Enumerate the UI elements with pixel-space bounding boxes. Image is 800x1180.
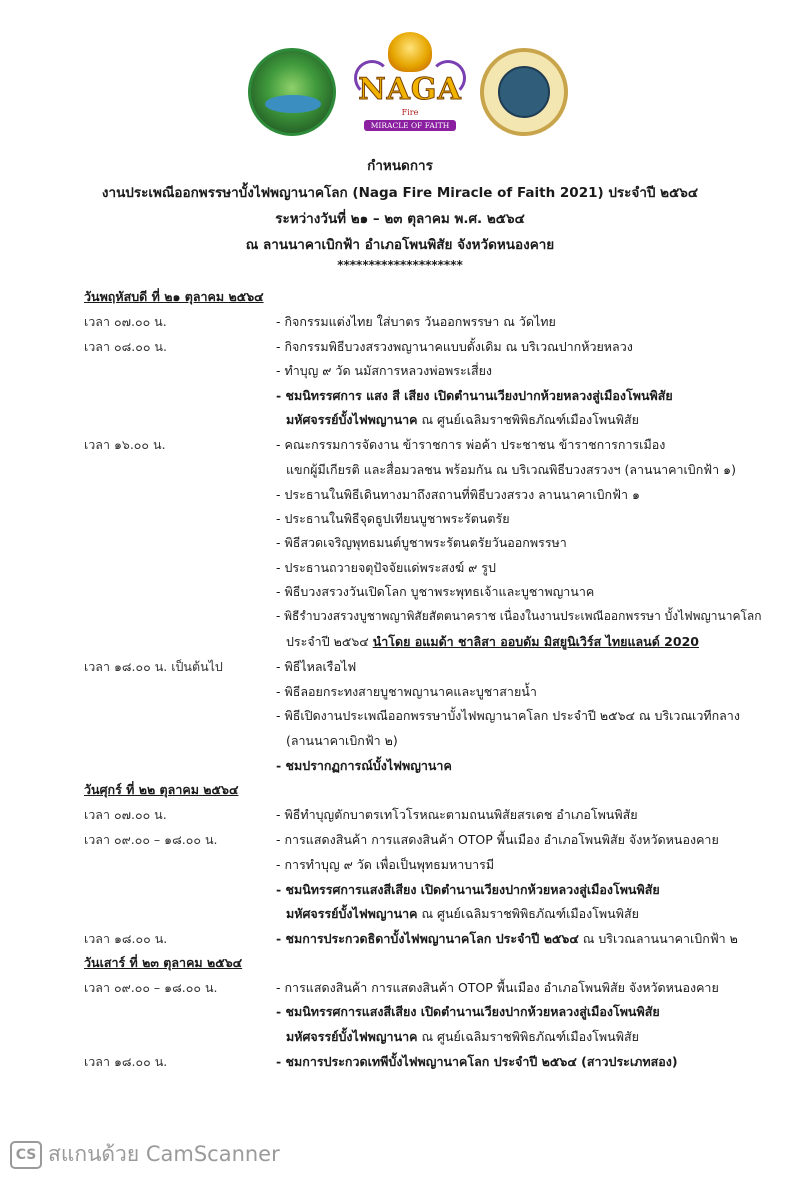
schedule-item-continued — [286, 904, 639, 924]
schedule-item — [276, 929, 738, 949]
day-heading-2: วันศุกร์ ที่ ๒๒ ตุลาคม ๒๕๖๔ — [84, 782, 239, 797]
watermark-text: สแกนด้วย CamScanner — [48, 1142, 280, 1166]
schedule-item: - พิธีทำบุญตักบาตรเทโวโรหณะตามถนนพิสัยสรเดช อำเภอโพนพิสัย — [276, 807, 638, 822]
time-label: เวลา ๐๗.๐๐ น. — [84, 314, 167, 329]
schedule-item: - ประธานในพิธีเดินทางมาถึงสถานที่พิธีบวงสรวง ลานนาคาเบิกฟ้า ๑ — [276, 487, 640, 502]
time-label: เวลา ๐๙.๐๐ – ๑๘.๐๐ น. — [84, 832, 218, 847]
year-text: ประจำปี ๒๕๖๔ — [286, 634, 373, 649]
schedule-item: - คณะกรรมการจัดงาน ข้าราชการ พ่อค้า ประชาชน ข้าราชการการเมือง — [276, 437, 666, 452]
schedule-item: - กิจกรรมพิธีบวงสรวงพญานาคแบบดั้งเดิม ณ บริเวณปากห้วยหลวง — [276, 339, 633, 354]
time-label: เวลา ๑๘.๐๐ น. — [84, 1054, 168, 1069]
schedule-item: - กิจกรรมแต่งไทย ใส่บาตร วันออกพรรษา ณ วัดไทย — [276, 314, 556, 329]
separator-stars: ******************** — [337, 258, 463, 272]
schedule-item: - ชมนิทรรศการ แสง สี เสียง เปิดตำนานเวียงปากห้วยหลวงสู่เมืองโพนพิสัย — [276, 388, 673, 403]
naga-logo-fire: Fire — [401, 108, 419, 117]
time-label: เวลา ๐๘.๐๐ น. — [84, 339, 167, 354]
schedule-item: - ทำบุญ ๙ วัด นมัสการหลวงพ่อพระเสี่ยง — [276, 363, 493, 378]
event-title: งานประเพณีออกพรรษาบั้งไฟพญานาคโลก (Naga Fire Miracle of Faith 2021) ประจำปี ๒๕๖๔ — [101, 185, 699, 201]
event-dates: ระหว่างวันที่ ๒๑ – ๒๓ ตุลาคม พ.ศ. ๒๕๖๔ — [275, 211, 525, 227]
led-by-text: นำโดย อแมด้า ชาลิสา ออบดัม มิสยูนิเวิร์ส ไทยแลนด์ 2020 — [372, 634, 699, 649]
schedule-item: - พิธีลอยกระทงสายบูชาพญานาคและบูชาสายน้ำ — [276, 684, 537, 699]
schedule-item: - พิธีไหลเรือไฟ — [276, 659, 357, 674]
naga-logo-miracle: MIRACLE OF FAITH — [364, 120, 456, 131]
highlight-text: มหัศจรรย์บั้งไฟพญานาค — [286, 1029, 418, 1044]
schedule-heading: กำหนดการ — [367, 158, 433, 174]
province-seal-logo — [248, 48, 336, 136]
highlight-text: - ชมการประกวดธิดาบั้งไฟพญานาคโลก ประจำปี ๒๕๖๔ — [276, 931, 579, 946]
provincial-administration-logo — [480, 48, 568, 136]
schedule-item: - ประธานในพิธีจุดธูปเทียนบูชาพระรัตนตรัย — [276, 511, 510, 526]
naga-fire-logo — [350, 30, 470, 138]
schedule-item: - การทำบุญ ๙ วัด เพื่อเป็นพุทธมหาบารมี — [276, 857, 495, 872]
camscanner-icon: CS — [10, 1141, 42, 1169]
schedule-item-continued — [286, 632, 699, 652]
location-text: ณ ศูนย์เฉลิมราชพิพิธภัณฑ์เมืองโพนพิสัย — [417, 906, 639, 921]
day-heading-3: วันเสาร์ ที่ ๒๓ ตุลาคม ๒๕๖๔ — [84, 955, 243, 970]
schedule-item: - พิธีเปิดงานประเพณีออกพรรษาบั้งไฟพญานาคโลก ประจำปี ๒๕๖๔ ณ บริเวณเวทีกลาง — [276, 708, 740, 723]
location-text: ณ ศูนย์เฉลิมราชพิพิธภัณฑ์เมืองโพนพิสัย — [417, 412, 639, 427]
time-label: เวลา ๐๙.๐๐ – ๑๘.๐๐ น. — [84, 980, 218, 995]
schedule-item: - พิธีรำบวงสรวงบูชาพญาพิสัยสัตตนาคราช เนื่องในงานประเพณีออกพรรษา บั้งไฟพญานาคโลก — [276, 609, 762, 623]
schedule-item-continued — [286, 410, 639, 430]
time-label: เวลา ๑๘.๐๐ น. — [84, 931, 168, 946]
naga-crest-icon — [388, 32, 432, 72]
schedule-item-continued: แขกผู้มีเกียรติ และสื่อมวลชน พร้อมกัน ณ บริเวณพิธีบวงสรวงฯ (ลานนาคาเบิกฟ้า ๑) — [286, 462, 736, 477]
naga-logo-title: NAGA — [358, 72, 462, 107]
schedule-item: - ชมปรากฏการณ์บั้งไฟพญานาค — [276, 758, 452, 773]
schedule-item: - ชมนิทรรศการแสงสีเสียง เปิดตำนานเวียงปากห้วยหลวงสู่เมืองโพนพิสัย — [276, 1004, 660, 1019]
time-label: เวลา ๐๗.๐๐ น. — [84, 807, 167, 822]
time-label: เวลา ๑๖.๐๐ น. — [84, 437, 166, 452]
schedule-item: - การแสดงสินค้า การแสดงสินค้า OTOP พื้นเมือง อำเภอโพนพิสัย จังหวัดหนองคาย — [276, 980, 719, 995]
time-label: เวลา ๑๘.๐๐ น. เป็นต้นไป — [84, 659, 223, 674]
schedule-item: - ชมการประกวดเทพีบั้งไฟพญานาคโลก ประจำปี ๒๕๖๔ (สาวประเภทสอง) — [276, 1054, 678, 1069]
schedule-item: - ประธานถวายจตุปัจจัยแด่พระสงฆ์ ๙ รูป — [276, 560, 496, 575]
river-water-shape — [265, 95, 321, 113]
highlight-text: มหัศจรรย์บั้งไฟพญานาค — [286, 906, 418, 921]
seal-center-icon — [498, 66, 550, 118]
highlight-text: มหัศจรรย์บั้งไฟพญานาค — [286, 412, 418, 427]
schedule-item-continued: (ลานนาคาเบิกฟ้า ๒) — [286, 733, 398, 748]
schedule-item: - พิธีบวงสรวงวันเปิดโลก บูชาพระพุทธเจ้าและบูชาพญานาค — [276, 584, 595, 599]
schedule-item: - การแสดงสินค้า การแสดงสินค้า OTOP พื้นเมือง อำเภอโพนพิสัย จังหวัดหนองคาย — [276, 832, 719, 847]
location-text: ณ บริเวณลานนาคาเบิกฟ้า ๒ — [578, 931, 738, 946]
camscanner-watermark — [10, 1138, 280, 1171]
day-heading-1: วันพฤหัสบดี ที่ ๒๑ ตุลาคม ๒๕๖๔ — [84, 289, 264, 304]
schedule-item-continued — [286, 1027, 639, 1047]
schedule-item: - ชมนิทรรศการแสงสีเสียง เปิดตำนานเวียงปากห้วยหลวงสู่เมืองโพนพิสัย — [276, 882, 660, 897]
event-location: ณ ลานนาคาเบิกฟ้า อำเภอโพนพิสัย จังหวัดหนองคาย — [245, 237, 555, 253]
schedule-item: - พิธีสวดเจริญพุทธมนต์บูชาพระรัตนตรัยวันออกพรรษา — [276, 535, 567, 550]
location-text: ณ ศูนย์เฉลิมราชพิพิธภัณฑ์เมืองโพนพิสัย — [417, 1029, 639, 1044]
